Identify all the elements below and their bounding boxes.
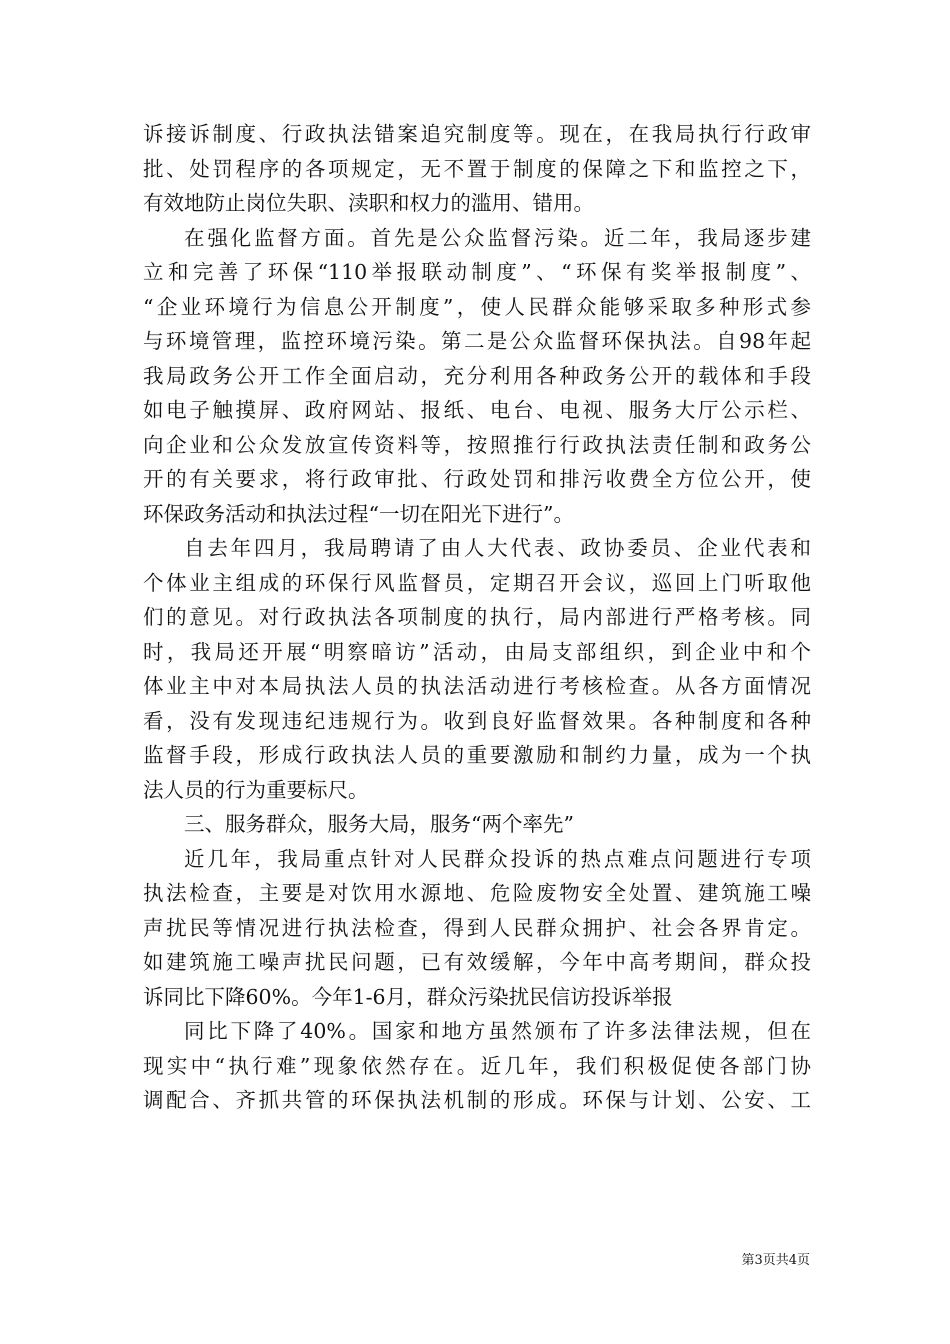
text-line: 自去年四月，我局聘请了由人大代表、政协委员、企业代表和: [184, 536, 811, 560]
text-line: 如建筑施工噪声扰民问题，已有效缓解，今年中高考期间，群众投: [143, 950, 811, 974]
text-line: 向企业和公众发放宣传资料等，按照推行行政执法责任制和政务公: [143, 432, 811, 457]
text-line: 时，我局还开展“明察暗访”活动，由局支部组织，到企业中和个: [143, 639, 811, 664]
text-line: 立和完善了环保“110举报联动制度”、“环保有奖举报制度”、: [143, 260, 811, 284]
text-line: 现实中“执行难”现象依然存在。近几年，我们积极促使各部门协: [143, 1053, 811, 1078]
text-line: 与环境管理，监控环境污染。第二是公众监督环保执法。自98年起: [143, 329, 811, 353]
text-line: 们的意见。对行政执法各项制度的执行，局内部进行严格考核。同: [143, 605, 811, 629]
text-line: 调配合、齐抓共管的环保执法机制的形成。环保与计划、公安、工: [143, 1088, 811, 1112]
text-line: 如电子触摸屏、政府网站、报纸、电台、电视、服务大厅公示栏、: [143, 398, 811, 422]
text-line: 有效地防止岗位失职、渎职和权力的滥用、错用。: [143, 191, 594, 215]
document-body: [143, 117, 811, 1118]
text-line: 开的有关要求，将行政审批、行政处罚和排污收费全方位公开，使: [143, 467, 811, 491]
text-line: 诉同比下降60%。今年1-6月，群众污染扰民信访投诉举报: [143, 984, 673, 1009]
text-line: 诉接诉制度、行政执法错案追究制度等。现在，在我局执行行政审: [143, 122, 811, 146]
text-line: 看，没有发现违纪违规行为。收到良好监督效果。各种制度和各种: [143, 708, 811, 733]
text-line: 个体业主组成的环保行风监督员，定期召开会议，巡回上门听取他: [143, 570, 811, 595]
text-line: 同比下降了40%。国家和地方虽然颁布了许多法律法规，但在: [184, 1019, 811, 1043]
text-line: 法人员的行为重要标尺。: [143, 777, 369, 802]
text-line: 批、处罚程序的各项规定，无不置于制度的保障之下和监控之下，: [143, 156, 811, 181]
text-line: 在强化监督方面。首先是公众监督污染。近二年，我局逐步建: [184, 225, 811, 250]
section-heading: 三、服务群众，服务大局，服务“两个率先”: [184, 812, 574, 836]
text-line: 我局政务公开工作全面启动，充分利用各种政务公开的载体和手段: [143, 363, 811, 388]
text-line: 执法检查，主要是对饮用水源地、危险废物安全处置、建筑施工噪: [143, 881, 811, 905]
text-line: 声扰民等情况进行执法检查，得到人民群众拥护、社会各界肯定。: [143, 915, 811, 940]
text-line: 监督手段，形成行政执法人员的重要激励和制约力量，成为一个执: [143, 743, 811, 767]
text-line: “企业环境行为信息公开制度”，使人民群众能够采取多种形式参: [143, 294, 811, 319]
text-line: 近几年，我局重点针对人民群众投诉的热点难点问题进行专项: [184, 846, 811, 871]
text-line: 环保政务活动和执法过程“一切在阳光下进行”。: [143, 501, 574, 526]
text-line: 体业主中对本局执法人员的执法活动进行考核检查。从各方面情况: [143, 674, 811, 698]
page-number: 第3页共4页: [741, 1253, 810, 1268]
page-footer: [0, 1251, 950, 1271]
